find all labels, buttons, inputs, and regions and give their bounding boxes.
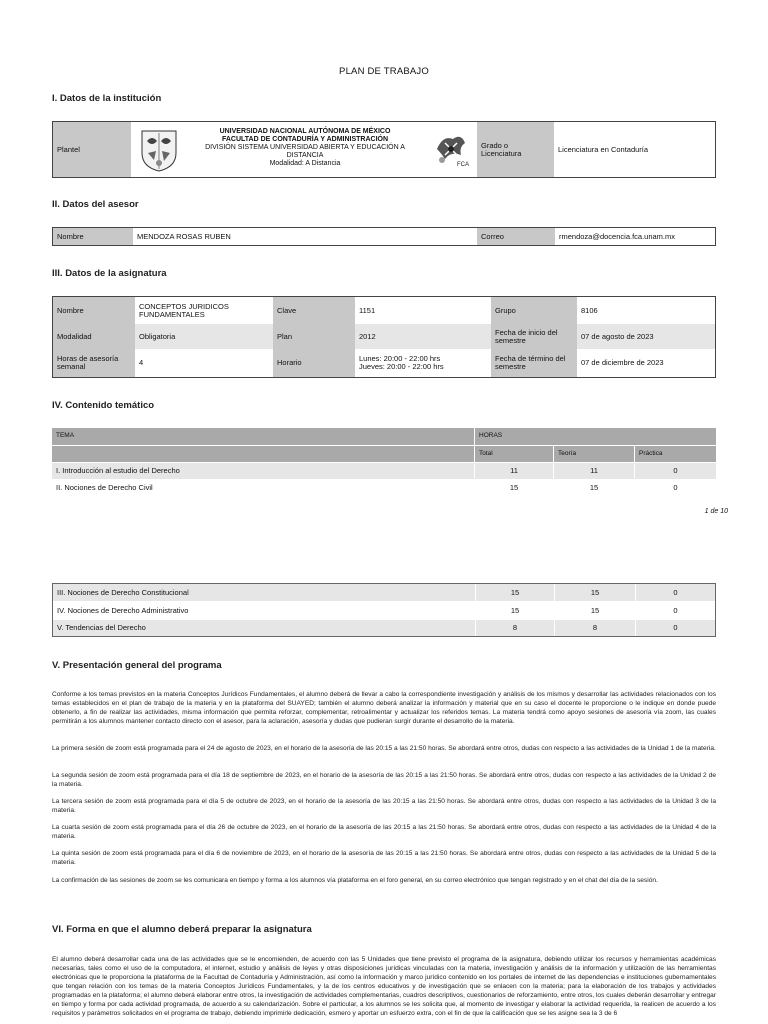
practica-cell: 0 xyxy=(636,620,715,636)
university-header xyxy=(187,128,423,168)
plan-label: Plan xyxy=(273,324,355,349)
preparation-paragraph: El alumno deberá desarrollar cada una de las actividades que se le encomienden, de acuerdo con las 5 Unidades que tiene previsto el programa de la asignatura, debiendo utilizar los recursos y herramientas académicas necesarias, tales como el uso de la computadora, el internet, estudio y análisis de leyes y otras disposiciones jurídicas vinculadas con la materia, investigación y análisis de la información y utilización de las herramientas electrónicas que le proporciona la plataforma de la Facultad de Contaduría y Administración, así como la información y marco jurídico contenido en los portales de internet de las dependencias e instituciones gubernamentales que tengan relación con los temas de la materia Conceptos Jurídicos Fundamentales, y la de los centros educativos y de investigación que se enlacen con la materia; para la elaboración de los trabajos y actividades programadas en la plataforma; el alumno deberá elaborar entre otros, la investigación de actividades complementarias, cuadros descriptivos, cuestionarios de reforzamiento, entre otros, los cuales deberán desarrollar y entregar en tiempo y forma por cada actividad programada, de acuerdo a su calendarización. Sobre el particular, a los alumnos se les solicita que, al momento de investigar y elaborar la actividad requerida, la realicen de acuerdo a los requisitos y parámetros solicitados en el programa de trabajo, debiendo imprimirle dedicación, esmero y aportar un esfuerzo extra, con el fin de que la calificación que se les asigne sea la 3 de 6 xyxy=(52,956,716,1017)
total-cell: 11 xyxy=(475,463,553,479)
asesor-nombre-label: Nombre xyxy=(53,228,133,245)
total-cell: 8 xyxy=(476,620,554,636)
total-cell: 15 xyxy=(510,605,520,615)
subject-table xyxy=(52,296,716,378)
horario-label: Horario xyxy=(273,349,355,377)
plantel-label: Plantel xyxy=(53,122,131,177)
unam-crest-icon xyxy=(138,127,180,173)
horario-value xyxy=(355,349,491,377)
grupo-value: 8106 xyxy=(581,305,598,315)
clave-label: Clave xyxy=(273,297,355,324)
practica-cell: 0 xyxy=(673,483,678,493)
section-heading-presentacion: V. Presentación general del programa xyxy=(52,660,222,671)
presentation-paragraph: Conforme a los temas previstos en la materia Conceptos Jurídicos Fundamentales, el alumno deberá de llevar a cabo la correspondiente investigación y análisis de los mismos y desarrollar las actividades relacionados con los temas establecidos en el plan de trabajo de la materia y en la plataforma del SUAYED; también el alumno deberá analizar la información y material que en su caso el docente le proporcione o le indique en donde puede obtenerlo, a fin de realizar las actividades, misma información que permita reforzar, complementar, retroalimentar y actualizar los referidos temas. La materia tendrá como apoyo sesiones de asesoría vía zoom, las cuales permitirán a los alumnos mantener contacto directo con el asesor, para la aclaración, asesoría y dudas que pudieran surgir durante el desarrollo de la materia. xyxy=(52,691,716,725)
modalidad-value: Obligatoria xyxy=(135,324,273,349)
asesor-nombre-value: MENDOZA ROSAS RUBEN xyxy=(137,231,231,241)
content-table-part1 xyxy=(52,428,716,498)
zoom-session-5-paragraph: La quinta sesión de zoom está programada para el día 6 de noviembre de 2023, en el horario de la asesoría de las 20:15 a las 21:50 horas. Se abordará entre otros, dudas con respecto a las actividades de la Unidad 5 de la materia. xyxy=(52,850,716,866)
fecha-inicio-label: Fecha de inicio del semestre xyxy=(491,324,577,349)
grupo-label: Grupo xyxy=(491,297,577,324)
teoria-cell: 15 xyxy=(589,483,599,493)
horas-header: HORAS xyxy=(475,428,716,445)
university-name: UNIVERSIDAD NACIONAL AUTÓNOMA DE MÉXICO xyxy=(219,128,391,135)
teoria-cell: 8 xyxy=(555,620,635,636)
tema-cell: V. Tendencias del Derecho xyxy=(53,620,475,636)
section-heading-institucion: I. Datos de la institución xyxy=(52,93,162,104)
section-heading-contenido: IV. Contenido temático xyxy=(52,400,155,411)
teoria-cell: 11 xyxy=(554,463,634,479)
modality-line: Modalidad: A Distancia xyxy=(269,160,341,167)
document-title: PLAN DE TRABAJO xyxy=(339,66,429,77)
practica-cell: 0 xyxy=(673,605,678,615)
tema-cell: III. Nociones de Derecho Constitucional xyxy=(53,584,475,601)
zoom-session-3-paragraph: La tercera sesión de zoom está programada para el día 5 de octubre de 2023, en el horario de la asesoría de las 20:15 a las 21:50 horas. Se abordará entre otros, dudas con respecto a las actividades de la Unidad 3 de la materia. xyxy=(52,798,716,814)
total-cell: 15 xyxy=(476,584,554,601)
grado-value: Licenciatura en Contaduría xyxy=(558,144,649,154)
zoom-session-2-paragraph: La segunda sesión de zoom está programada para el día 18 de septiembre de 2023, en el horario de la asesoría de las 20:15 a las 21:50 horas. Se abordará entre otros, dudas con respecto a las actividades de la Unidad 2 de la materia. xyxy=(52,772,716,788)
practica-header: Práctica xyxy=(635,446,716,462)
total-cell: 15 xyxy=(509,483,519,493)
horario-line-jueves: Jueves: 20:00 - 22:00 hrs xyxy=(359,362,444,371)
asignatura-nombre-value: CONCEPTOS JURIDICOS FUNDAMENTALES xyxy=(139,301,229,319)
section-heading-asesor: II. Datos del asesor xyxy=(52,199,139,210)
zoom-confirmation-paragraph: La confirmación de las sesiones de zoom se les comunicara en tiempo y forma a los alumnos vía plataforma en el foro general, en su correo electrónico que tengan registrado y en el chat del día de la sesión. xyxy=(52,877,658,884)
total-header: Total xyxy=(475,446,553,462)
institution-table xyxy=(52,121,716,178)
faculty-name: FACULTAD DE CONTADURÍA Y ADMINISTRACIÓN xyxy=(221,136,389,143)
zoom-session-4-paragraph: La cuarta sesión de zoom está programada para el día 26 de octubre de 2023, en el horario de la asesoría de las 20:15 a las 21:50 horas. Se abordará entre otros, dudas con respecto a las actividades de la Unidad 4 de la materia. xyxy=(52,824,716,840)
tema-header-spacer xyxy=(52,446,474,462)
horario-line-lunes: Lunes: 20:00 - 22:00 hrs xyxy=(359,354,441,364)
grado-label: Grado o Licenciatura xyxy=(477,122,554,177)
horas-asesoria-label: Horas de asesoría semanal xyxy=(53,349,135,377)
page-number: 1 de 10 xyxy=(704,508,728,515)
advisor-table xyxy=(52,227,716,246)
tema-cell: I. Introducción al estudio del Derecho xyxy=(52,463,474,479)
teoria-cell: 15 xyxy=(555,584,635,601)
tema-header: TEMA xyxy=(52,428,474,445)
fecha-termino-value: 07 de diciembre de 2023 xyxy=(581,358,664,368)
teoria-cell: 15 xyxy=(590,605,600,615)
section-heading-asignatura: III. Datos de la asignatura xyxy=(52,268,167,279)
fecha-inicio-value: 07 de agosto de 2023 xyxy=(577,324,715,349)
modalidad-label: Modalidad xyxy=(53,324,135,349)
content-table-part2 xyxy=(52,583,716,637)
asignatura-nombre-label: Nombre xyxy=(53,297,135,324)
tema-cell: IV. Nociones de Derecho Administrativo xyxy=(57,605,189,615)
division-name: DIVISIÓN SISTEMA UNIVERSIDAD ABIERTA Y EDUCACIÓN A DISTANCIA xyxy=(205,144,405,159)
fca-logo-icon xyxy=(431,129,471,169)
practica-cell: 0 xyxy=(635,463,716,479)
horas-asesoria-value: 4 xyxy=(139,358,144,368)
correo-value: rmendoza@docencia.fca.unam.mx xyxy=(559,231,676,241)
clave-value: 1151 xyxy=(359,305,376,315)
fca-logo-text: FCA xyxy=(457,162,469,168)
practica-cell: 0 xyxy=(636,584,715,601)
zoom-session-1-paragraph: La primera sesión de zoom está programada para el 24 de agosto de 2023, en el horario de la asesoría de las 20:15 a las 21:50 horas. Se abordará entre otros, dudas con respecto a las actividades de la Unidad 1 de la materia. xyxy=(52,745,716,752)
correo-label: Correo xyxy=(477,228,555,245)
tema-cell: II. Nociones de Derecho Civil xyxy=(56,483,153,493)
fecha-termino-label: Fecha de término del semestre xyxy=(491,349,577,377)
plan-value: 2012 xyxy=(355,324,491,349)
teoria-header: Teoría xyxy=(554,446,634,462)
section-heading-preparacion: VI. Forma en que el alumno deberá preparar la asignatura xyxy=(52,924,312,935)
